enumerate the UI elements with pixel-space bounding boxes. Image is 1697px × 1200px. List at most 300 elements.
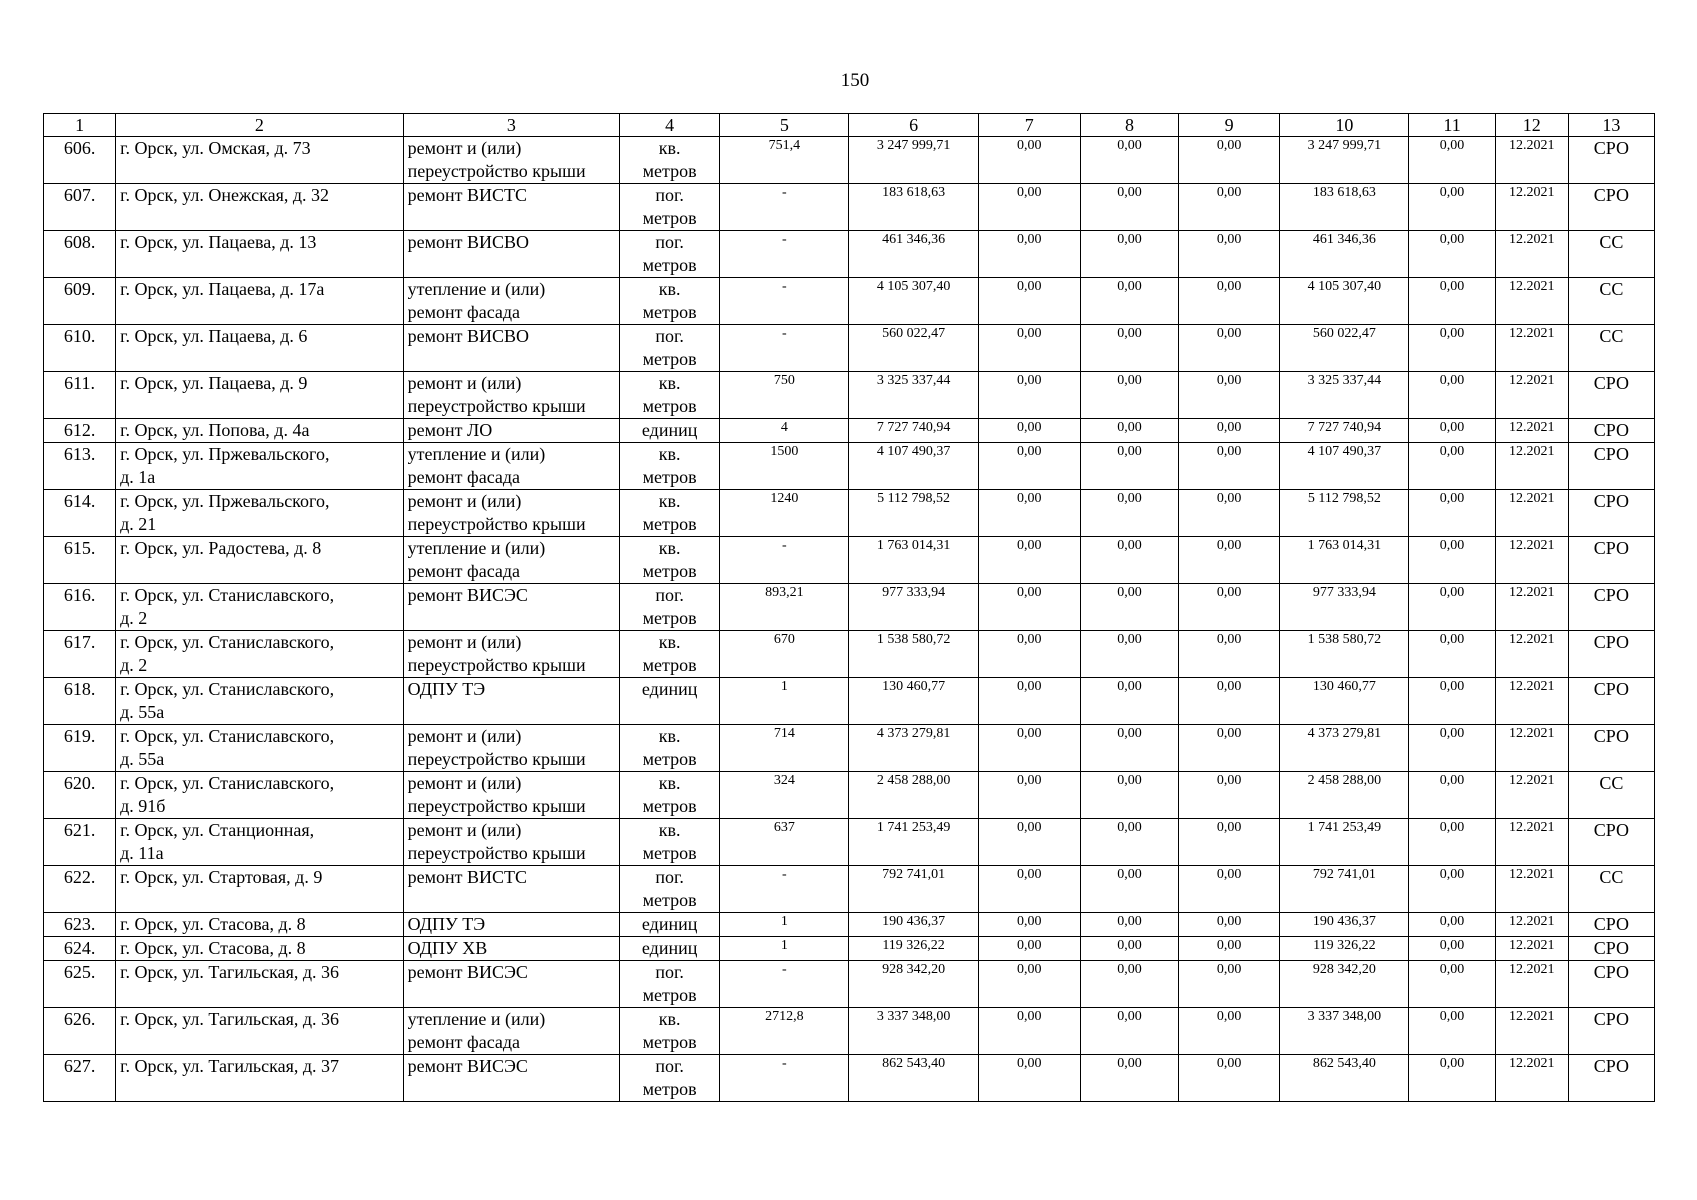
quantity-cell: 4 — [720, 419, 849, 443]
unit-cell-line: метров — [642, 302, 697, 322]
value-cell-9: 0,00 — [1179, 419, 1280, 443]
total-cost-cell: 5 112 798,52 — [849, 490, 978, 537]
work-type-cell — [403, 961, 619, 1008]
method-cell: СРО — [1568, 1055, 1654, 1102]
completion-date-cell: 12.2021 — [1495, 584, 1568, 631]
column-header: 12 — [1495, 114, 1568, 137]
value-cell-9: 0,00 — [1179, 584, 1280, 631]
address-cell — [116, 278, 404, 325]
value-cell-8: 0,00 — [1080, 772, 1178, 819]
table-row — [44, 584, 1655, 631]
address-cell — [116, 443, 404, 490]
address-cell — [116, 937, 404, 961]
unit-cell — [620, 1008, 720, 1055]
column-header: 10 — [1280, 114, 1409, 137]
unit-cell-line: метров — [642, 1079, 697, 1099]
address-cell-line: г. Орск, ул. Тагильская, д. 36 — [120, 1009, 340, 1029]
row-number-cell: 608. — [44, 231, 116, 278]
value-cell-10: 119 326,22 — [1280, 937, 1409, 961]
unit-cell-line: единиц — [641, 914, 698, 934]
value-cell-10: 928 342,20 — [1280, 961, 1409, 1008]
work-type-cell — [403, 584, 619, 631]
unit-cell — [620, 325, 720, 372]
work-type-cell — [403, 1055, 619, 1102]
work-type-cell — [403, 913, 619, 937]
total-cost-cell: 560 022,47 — [849, 325, 978, 372]
total-cost-cell: 190 436,37 — [849, 913, 978, 937]
address-cell — [116, 725, 404, 772]
row-number-cell: 625. — [44, 961, 116, 1008]
work-type-cell-line: переустройство крыши — [407, 514, 586, 534]
row-number-cell: 623. — [44, 913, 116, 937]
total-cost-cell: 130 460,77 — [849, 678, 978, 725]
address-cell-line: д. 91б — [120, 796, 166, 816]
work-type-cell-line: ремонт ВИСТС — [407, 185, 528, 205]
unit-cell — [620, 443, 720, 490]
row-number-cell: 618. — [44, 678, 116, 725]
unit-cell — [620, 184, 720, 231]
value-cell-8: 0,00 — [1080, 137, 1178, 184]
address-cell — [116, 631, 404, 678]
value-cell-10: 1 538 580,72 — [1280, 631, 1409, 678]
unit-cell — [620, 631, 720, 678]
work-type-cell — [403, 490, 619, 537]
method-cell: СРО — [1568, 725, 1654, 772]
work-type-cell-line: ремонт фасада — [407, 1032, 521, 1052]
value-cell-8: 0,00 — [1080, 819, 1178, 866]
method-cell: СРО — [1568, 537, 1654, 584]
column-header: 8 — [1080, 114, 1178, 137]
table-row — [44, 961, 1655, 1008]
work-type-cell — [403, 937, 619, 961]
address-cell-line: д. 55а — [120, 702, 165, 722]
total-cost-cell: 1 763 014,31 — [849, 537, 978, 584]
value-cell-8: 0,00 — [1080, 961, 1178, 1008]
work-type-cell-line: ремонт и (или) — [407, 726, 522, 746]
table-header — [44, 114, 1655, 137]
work-type-cell-line: переустройство крыши — [407, 796, 586, 816]
unit-cell-line: кв. — [658, 632, 681, 652]
address-cell-line: г. Орск, ул. Тагильская, д. 37 — [120, 1056, 340, 1076]
address-cell — [116, 819, 404, 866]
value-cell-9: 0,00 — [1179, 490, 1280, 537]
method-cell: СРО — [1568, 913, 1654, 937]
total-cost-cell: 3 325 337,44 — [849, 372, 978, 419]
method-cell: СРО — [1568, 184, 1654, 231]
work-type-cell — [403, 137, 619, 184]
quantity-cell: 751,4 — [720, 137, 849, 184]
page-number: 150 — [840, 70, 870, 91]
address-cell-line: д. 2 — [120, 655, 148, 675]
work-type-cell-line: утепление и (или) — [407, 444, 546, 464]
value-cell-10: 7 727 740,94 — [1280, 419, 1409, 443]
unit-cell-line: метров — [642, 890, 697, 910]
unit-cell-line: метров — [642, 1032, 697, 1052]
work-type-cell-line: ОДПУ ХВ — [407, 938, 488, 958]
value-cell-7: 0,00 — [978, 490, 1080, 537]
quantity-cell: 1 — [720, 678, 849, 725]
address-cell-line: г. Орск, ул. Онежская, д. 32 — [120, 185, 330, 205]
unit-cell-line: пог. — [655, 185, 684, 205]
address-cell — [116, 137, 404, 184]
column-header: 9 — [1179, 114, 1280, 137]
unit-cell-line: метров — [642, 161, 697, 181]
value-cell-11: 0,00 — [1409, 537, 1495, 584]
quantity-cell: 893,21 — [720, 584, 849, 631]
unit-cell — [620, 278, 720, 325]
total-cost-cell: 7 727 740,94 — [849, 419, 978, 443]
method-cell: СРО — [1568, 1008, 1654, 1055]
row-number-cell: 612. — [44, 419, 116, 443]
work-type-cell-line: ремонт ВИСЭС — [407, 585, 528, 605]
address-cell — [116, 537, 404, 584]
value-cell-11: 0,00 — [1409, 325, 1495, 372]
address-cell-line: д. 1а — [120, 467, 156, 487]
value-cell-9: 0,00 — [1179, 372, 1280, 419]
value-cell-8: 0,00 — [1080, 1008, 1178, 1055]
value-cell-10: 4 105 307,40 — [1280, 278, 1409, 325]
value-cell-9: 0,00 — [1179, 231, 1280, 278]
value-cell-9: 0,00 — [1179, 137, 1280, 184]
value-cell-11: 0,00 — [1409, 913, 1495, 937]
row-number-cell: 607. — [44, 184, 116, 231]
value-cell-7: 0,00 — [978, 537, 1080, 584]
quantity-cell: - — [720, 231, 849, 278]
unit-cell-line: кв. — [658, 491, 681, 511]
unit-cell — [620, 937, 720, 961]
unit-cell-line: кв. — [658, 1009, 681, 1029]
completion-date-cell: 12.2021 — [1495, 937, 1568, 961]
table-row — [44, 866, 1655, 913]
table-row — [44, 443, 1655, 490]
value-cell-9: 0,00 — [1179, 1055, 1280, 1102]
total-cost-cell: 1 538 580,72 — [849, 631, 978, 678]
unit-cell-line: кв. — [658, 444, 681, 464]
row-number-cell: 617. — [44, 631, 116, 678]
unit-cell — [620, 419, 720, 443]
row-number-cell: 627. — [44, 1055, 116, 1102]
value-cell-11: 0,00 — [1409, 937, 1495, 961]
work-type-cell-line: ремонт ВИСВО — [407, 326, 530, 346]
unit-cell-line: единиц — [641, 938, 698, 958]
value-cell-8: 0,00 — [1080, 725, 1178, 772]
unit-cell — [620, 725, 720, 772]
value-cell-8: 0,00 — [1080, 584, 1178, 631]
unit-cell — [620, 537, 720, 584]
address-cell-line: г. Орск, ул. Пацаева, д. 13 — [120, 232, 317, 252]
address-cell — [116, 961, 404, 1008]
value-cell-11: 0,00 — [1409, 1055, 1495, 1102]
completion-date-cell: 12.2021 — [1495, 772, 1568, 819]
column-number-row — [44, 114, 1655, 137]
address-cell-line: г. Орск, ул. Станиславского, — [120, 632, 335, 652]
completion-date-cell: 12.2021 — [1495, 325, 1568, 372]
work-type-cell-line: ремонт фасада — [407, 467, 521, 487]
quantity-cell: 2712,8 — [720, 1008, 849, 1055]
column-header: 6 — [849, 114, 978, 137]
unit-cell-line: кв. — [658, 820, 681, 840]
row-number-cell: 622. — [44, 866, 116, 913]
address-cell-line: г. Орск, ул. Пацаева, д. 17а — [120, 279, 325, 299]
value-cell-9: 0,00 — [1179, 278, 1280, 325]
value-cell-10: 3 247 999,71 — [1280, 137, 1409, 184]
value-cell-10: 190 436,37 — [1280, 913, 1409, 937]
table-row — [44, 325, 1655, 372]
total-cost-cell: 928 342,20 — [849, 961, 978, 1008]
work-type-cell-line: переустройство крыши — [407, 749, 586, 769]
unit-cell-line: метров — [642, 796, 697, 816]
address-cell-line: г. Орск, ул. Радостева, д. 8 — [120, 538, 322, 558]
unit-cell-line: кв. — [658, 538, 681, 558]
address-cell-line: г. Орск, ул. Омская, д. 73 — [120, 138, 311, 158]
total-cost-cell: 461 346,36 — [849, 231, 978, 278]
column-header: 5 — [720, 114, 849, 137]
value-cell-7: 0,00 — [978, 137, 1080, 184]
completion-date-cell: 12.2021 — [1495, 1008, 1568, 1055]
value-cell-7: 0,00 — [978, 913, 1080, 937]
unit-cell-line: пог. — [655, 326, 684, 346]
row-number-cell: 606. — [44, 137, 116, 184]
completion-date-cell: 12.2021 — [1495, 725, 1568, 772]
total-cost-cell: 977 333,94 — [849, 584, 978, 631]
address-cell-line: г. Орск, ул. Станиславского, — [120, 773, 335, 793]
value-cell-9: 0,00 — [1179, 866, 1280, 913]
quantity-cell: 714 — [720, 725, 849, 772]
unit-cell-line: метров — [642, 396, 697, 416]
value-cell-7: 0,00 — [978, 961, 1080, 1008]
work-type-cell — [403, 772, 619, 819]
value-cell-7: 0,00 — [978, 678, 1080, 725]
value-cell-7: 0,00 — [978, 231, 1080, 278]
table-row — [44, 231, 1655, 278]
completion-date-cell: 12.2021 — [1495, 419, 1568, 443]
value-cell-10: 977 333,94 — [1280, 584, 1409, 631]
value-cell-7: 0,00 — [978, 819, 1080, 866]
unit-cell-line: пог. — [655, 867, 684, 887]
row-number-cell: 609. — [44, 278, 116, 325]
method-cell: СРО — [1568, 490, 1654, 537]
work-type-cell-line: утепление и (или) — [407, 279, 546, 299]
total-cost-cell: 862 543,40 — [849, 1055, 978, 1102]
work-type-cell-line: ремонт ВИСЭС — [407, 962, 528, 982]
method-cell: СРО — [1568, 678, 1654, 725]
table-row — [44, 678, 1655, 725]
address-cell-line: д. 21 — [120, 514, 157, 534]
table-row — [44, 631, 1655, 678]
work-type-cell — [403, 372, 619, 419]
value-cell-11: 0,00 — [1409, 866, 1495, 913]
value-cell-10: 183 618,63 — [1280, 184, 1409, 231]
value-cell-11: 0,00 — [1409, 419, 1495, 443]
table-row — [44, 772, 1655, 819]
work-type-cell — [403, 819, 619, 866]
value-cell-8: 0,00 — [1080, 372, 1178, 419]
value-cell-10: 1 763 014,31 — [1280, 537, 1409, 584]
method-cell: СС — [1568, 325, 1654, 372]
completion-date-cell: 12.2021 — [1495, 137, 1568, 184]
value-cell-8: 0,00 — [1080, 443, 1178, 490]
column-header: 4 — [620, 114, 720, 137]
work-type-cell-line: утепление и (или) — [407, 538, 546, 558]
work-type-cell — [403, 631, 619, 678]
value-cell-8: 0,00 — [1080, 231, 1178, 278]
quantity-cell: 750 — [720, 372, 849, 419]
method-cell: СС — [1568, 772, 1654, 819]
value-cell-10: 4 373 279,81 — [1280, 725, 1409, 772]
method-cell: СРО — [1568, 584, 1654, 631]
value-cell-11: 0,00 — [1409, 678, 1495, 725]
work-type-cell-line: ОДПУ ТЭ — [407, 914, 486, 934]
value-cell-7: 0,00 — [978, 184, 1080, 231]
value-cell-8: 0,00 — [1080, 278, 1178, 325]
table-row — [44, 937, 1655, 961]
value-cell-9: 0,00 — [1179, 725, 1280, 772]
unit-cell-line: пог. — [655, 1056, 684, 1076]
unit-cell-line: метров — [642, 208, 697, 228]
work-type-cell — [403, 325, 619, 372]
address-cell-line: г. Орск, ул. Стасова, д. 8 — [120, 914, 306, 934]
row-number-cell: 615. — [44, 537, 116, 584]
value-cell-9: 0,00 — [1179, 631, 1280, 678]
address-cell — [116, 325, 404, 372]
completion-date-cell: 12.2021 — [1495, 231, 1568, 278]
work-type-cell-line: ремонт и (или) — [407, 632, 522, 652]
row-number-cell: 610. — [44, 325, 116, 372]
quantity-cell: 1240 — [720, 490, 849, 537]
unit-cell — [620, 1055, 720, 1102]
completion-date-cell: 12.2021 — [1495, 913, 1568, 937]
work-type-cell-line: ремонт ВИСЭС — [407, 1056, 528, 1076]
method-cell: СС — [1568, 866, 1654, 913]
value-cell-7: 0,00 — [978, 584, 1080, 631]
value-cell-10: 461 346,36 — [1280, 231, 1409, 278]
work-type-cell-line: ремонт ЛО — [407, 420, 493, 440]
unit-cell-line: метров — [642, 655, 697, 675]
row-number-cell: 611. — [44, 372, 116, 419]
value-cell-11: 0,00 — [1409, 631, 1495, 678]
value-cell-11: 0,00 — [1409, 961, 1495, 1008]
address-cell — [116, 772, 404, 819]
completion-date-cell: 12.2021 — [1495, 961, 1568, 1008]
value-cell-8: 0,00 — [1080, 913, 1178, 937]
work-type-cell — [403, 725, 619, 772]
unit-cell — [620, 819, 720, 866]
unit-cell-line: пог. — [655, 962, 684, 982]
unit-cell-line: метров — [642, 749, 697, 769]
work-type-cell — [403, 866, 619, 913]
unit-cell-line: метров — [642, 843, 697, 863]
table-row — [44, 819, 1655, 866]
total-cost-cell: 119 326,22 — [849, 937, 978, 961]
completion-date-cell: 12.2021 — [1495, 678, 1568, 725]
completion-date-cell: 12.2021 — [1495, 184, 1568, 231]
row-number-cell: 616. — [44, 584, 116, 631]
quantity-cell: 1 — [720, 937, 849, 961]
value-cell-10: 560 022,47 — [1280, 325, 1409, 372]
completion-date-cell: 12.2021 — [1495, 537, 1568, 584]
row-number-cell: 626. — [44, 1008, 116, 1055]
column-header: 3 — [403, 114, 619, 137]
work-type-cell — [403, 231, 619, 278]
value-cell-11: 0,00 — [1409, 490, 1495, 537]
work-type-cell-line: ремонт и (или) — [407, 491, 522, 511]
unit-cell-line: кв. — [658, 373, 681, 393]
address-cell-line: д. 11а — [120, 843, 164, 863]
total-cost-cell: 1 741 253,49 — [849, 819, 978, 866]
method-cell: СРО — [1568, 443, 1654, 490]
unit-cell-line: метров — [642, 349, 697, 369]
unit-cell — [620, 961, 720, 1008]
value-cell-9: 0,00 — [1179, 325, 1280, 372]
unit-cell — [620, 913, 720, 937]
value-cell-11: 0,00 — [1409, 443, 1495, 490]
quantity-cell: - — [720, 961, 849, 1008]
work-type-cell — [403, 419, 619, 443]
total-cost-cell: 2 458 288,00 — [849, 772, 978, 819]
unit-cell-line: пог. — [655, 585, 684, 605]
row-number-cell: 614. — [44, 490, 116, 537]
completion-date-cell: 12.2021 — [1495, 631, 1568, 678]
value-cell-7: 0,00 — [978, 372, 1080, 419]
register-table — [43, 113, 1655, 1102]
table-row — [44, 537, 1655, 584]
value-cell-10: 3 337 348,00 — [1280, 1008, 1409, 1055]
value-cell-10: 1 741 253,49 — [1280, 819, 1409, 866]
work-type-cell-line: ремонт фасада — [407, 561, 521, 581]
column-header: 1 — [44, 114, 116, 137]
table-row — [44, 184, 1655, 231]
quantity-cell: 1 — [720, 913, 849, 937]
unit-cell — [620, 137, 720, 184]
value-cell-7: 0,00 — [978, 866, 1080, 913]
unit-cell-line: метров — [642, 255, 697, 275]
method-cell: СРО — [1568, 419, 1654, 443]
work-type-cell-line: ОДПУ ТЭ — [407, 679, 486, 699]
value-cell-7: 0,00 — [978, 419, 1080, 443]
value-cell-11: 0,00 — [1409, 372, 1495, 419]
total-cost-cell: 792 741,01 — [849, 866, 978, 913]
value-cell-9: 0,00 — [1179, 443, 1280, 490]
value-cell-10: 3 325 337,44 — [1280, 372, 1409, 419]
table-row — [44, 372, 1655, 419]
row-number-cell: 621. — [44, 819, 116, 866]
value-cell-8: 0,00 — [1080, 490, 1178, 537]
table-row — [44, 1055, 1655, 1102]
unit-cell — [620, 584, 720, 631]
work-type-cell-line: утепление и (или) — [407, 1009, 546, 1029]
unit-cell-line: метров — [642, 985, 697, 1005]
row-number-cell: 613. — [44, 443, 116, 490]
row-number-cell: 620. — [44, 772, 116, 819]
work-type-cell — [403, 278, 619, 325]
unit-cell — [620, 678, 720, 725]
address-cell-line: г. Орск, ул. Станционная, — [120, 820, 315, 840]
address-cell — [116, 231, 404, 278]
value-cell-7: 0,00 — [978, 1008, 1080, 1055]
value-cell-9: 0,00 — [1179, 961, 1280, 1008]
address-cell-line: г. Орск, ул. Попова, д. 4а — [120, 420, 310, 440]
value-cell-11: 0,00 — [1409, 819, 1495, 866]
total-cost-cell: 183 618,63 — [849, 184, 978, 231]
address-cell — [116, 184, 404, 231]
address-cell-line: г. Орск, ул. Станиславского, — [120, 679, 335, 699]
value-cell-11: 0,00 — [1409, 184, 1495, 231]
method-cell: СРО — [1568, 937, 1654, 961]
address-cell — [116, 419, 404, 443]
completion-date-cell: 12.2021 — [1495, 1055, 1568, 1102]
value-cell-9: 0,00 — [1179, 1008, 1280, 1055]
address-cell — [116, 584, 404, 631]
